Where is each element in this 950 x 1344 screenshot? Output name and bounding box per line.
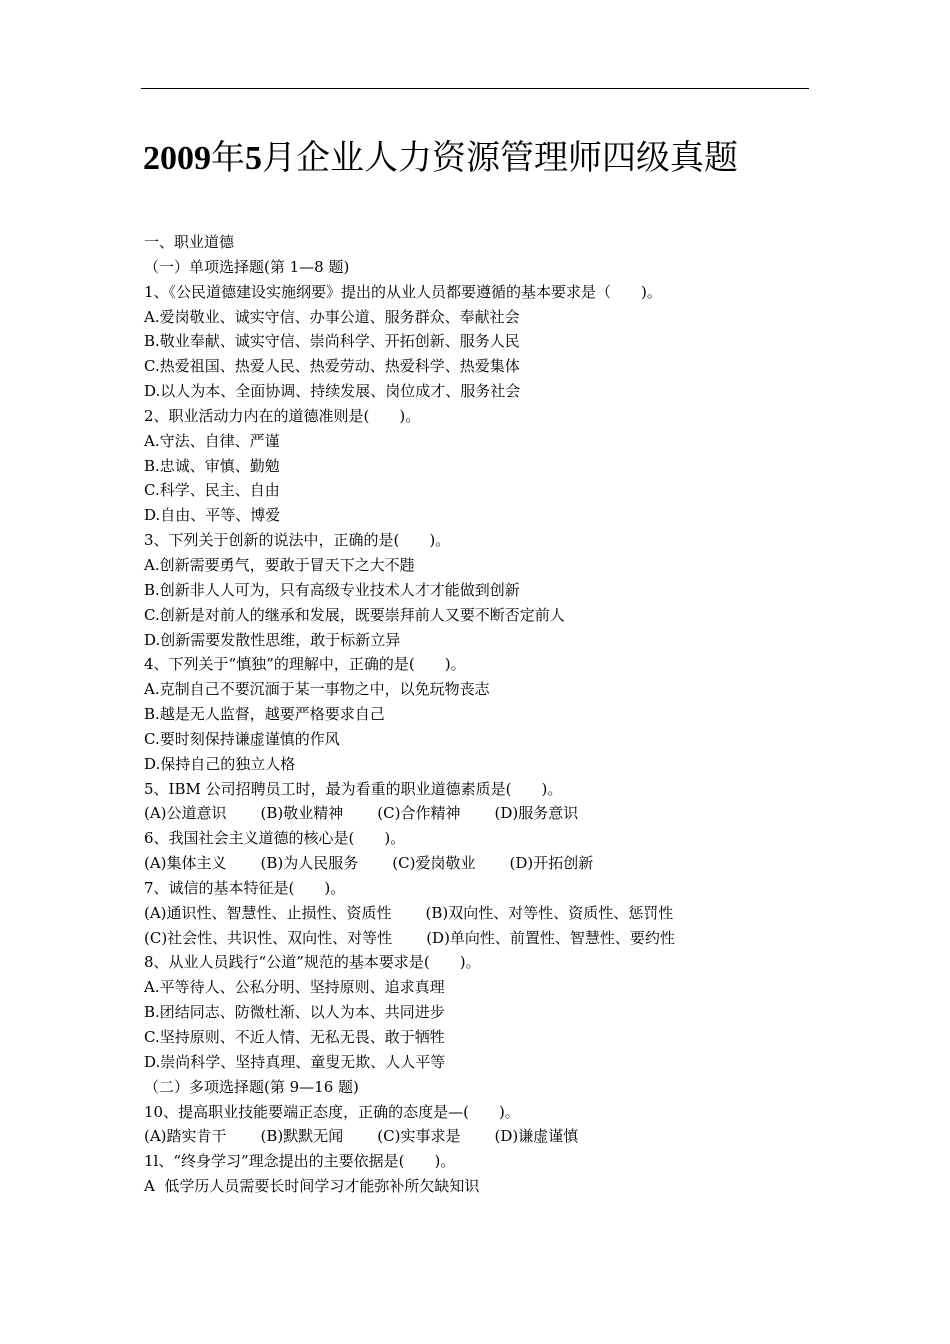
question-option: B.团结同志、防微杜渐、以人为本、共同进步 [144,1003,445,1022]
question-option: D.崇尚科学、坚持真理、童叟无欺、人人平等 [144,1052,446,1071]
section-heading: 一、职业道德 [144,233,235,251]
document-title [143,136,738,181]
question-options-row [144,926,824,951]
question-option: C.科学、民主、自由 [144,481,280,500]
question-option: A.克制自己不要沉湎于某一事物之中，以免玩物丧志 [144,680,490,699]
document-body [144,230,824,1199]
question-option: D.创新需要发散性思维，敢于标新立异 [144,630,401,649]
question-option: A 低学历人员需要长时间学习才能弥补所欠缺知识 [144,1177,480,1196]
question-option: B.越是无人监督，越要严格要求自己 [144,705,385,724]
question-stem: 1l、“终身学习”理念提出的主要依据是( )。 [144,1152,456,1171]
question-option: (C)爱岗敬业 [392,854,476,873]
question-options-row [144,801,824,826]
question-option: (B)双向性、对等性、资质性、惩罚性 [425,903,674,922]
question-stem: 6、我国社会主义道德的核心是( )。 [144,829,406,848]
question-option: C.创新是对前人的继承和发展，既要崇拜前人又要不断否定前人 [144,605,565,624]
question-stem: 5、IBM 公司招聘员工时，最为看重的职业道德素质是( )。 [144,779,563,798]
question-stem: 7、诚信的基本特征是( )。 [144,878,346,897]
question-option: (A)通识性、智慧性、止损性、资质性 [144,903,392,922]
title-rest: 月企业人力资源管理师四级真题 [262,138,738,178]
question-stem: 4、下列关于“慎独”的理解中，正确的是( )。 [144,655,466,674]
question-options-row [144,901,824,926]
question-option: A.守法、自律、严谨 [144,431,280,450]
question-option: D.自由、平等、博爱 [144,506,281,525]
subsection-heading: （一）单项选择题(第 1—8 题) [144,257,350,276]
question-option: (C)社会性、共识性、双向性、对等性 [144,928,393,947]
question-option: (D)单向性、前置性、智慧性、要约性 [426,928,675,947]
question-option: A.爱岗敬业、诚实守信、办事公道、服务群众、奉献社会 [144,307,520,326]
title-month: 5 [245,140,262,177]
question-stem: 2、职业活动力内在的道德准则是( )。 [144,406,421,425]
question-option: (A)集体主义 [144,854,227,873]
question-option: C.坚持原则、不近人情、无私无畏、敢于牺牲 [144,1028,445,1046]
question-option: A.创新需要勇气，要敢于冒天下之大不韪 [144,555,415,574]
title-year: 2009 [143,140,211,177]
question-option: (B)敬业精神 [260,804,344,823]
question-option: D.保持自己的独立人格 [144,754,296,773]
question-option: B.创新非人人可为，只有高级专业技术人才才能做到创新 [144,580,520,599]
question-options-row [144,851,824,876]
question-stem: 10、提高职业技能要端正态度，正确的态度是—( )。 [144,1102,520,1121]
question-option: (A)踏实肯干 [144,1127,227,1146]
question-stem: 1、《公民道德建设实施纲要》提出的从业人员都要遵循的基本要求是（ )。 [144,282,662,301]
top-rule [141,88,809,89]
question-option: C.要时刻保持谦虚谨慎的作风 [144,729,340,748]
question-option: B.忠诚、审慎、勤勉 [144,456,280,475]
question-option: (A)公道意识 [144,804,227,823]
question-options-row [144,1124,824,1149]
question-option: (D)谦虚谨慎 [494,1127,579,1146]
question-option: (D)服务意识 [494,804,579,823]
question-option: A.平等待人、公私分明、坚持原则、追求真理 [144,978,445,997]
question-option: D.以人为本、全面协调、持续发展、岗位成才、服务社会 [144,382,521,401]
question-option: (D)开拓创新 [509,854,594,873]
title-year-suffix: 年 [211,138,245,178]
question-option: (C)实事求是 [377,1127,461,1146]
question-stem: 3、下列关于创新的说法中，正确的是( )。 [144,531,451,550]
question-option: C.热爱祖国、热爱人民、热爱劳动、热爱科学、热爱集体 [144,357,520,376]
question-stem: 8、从业人员践行“公道”规范的基本要求是( )。 [144,953,481,972]
question-option: (C)合作精神 [377,804,461,823]
question-option: B.敬业奉献、诚实守信、崇尚科学、开拓创新、服务人民 [144,332,520,351]
question-option: (B)为人民服务 [260,854,359,873]
question-option: (B)默默无闻 [260,1127,344,1146]
subsection-heading: （二）多项选择题(第 9—16 题) [144,1077,359,1096]
